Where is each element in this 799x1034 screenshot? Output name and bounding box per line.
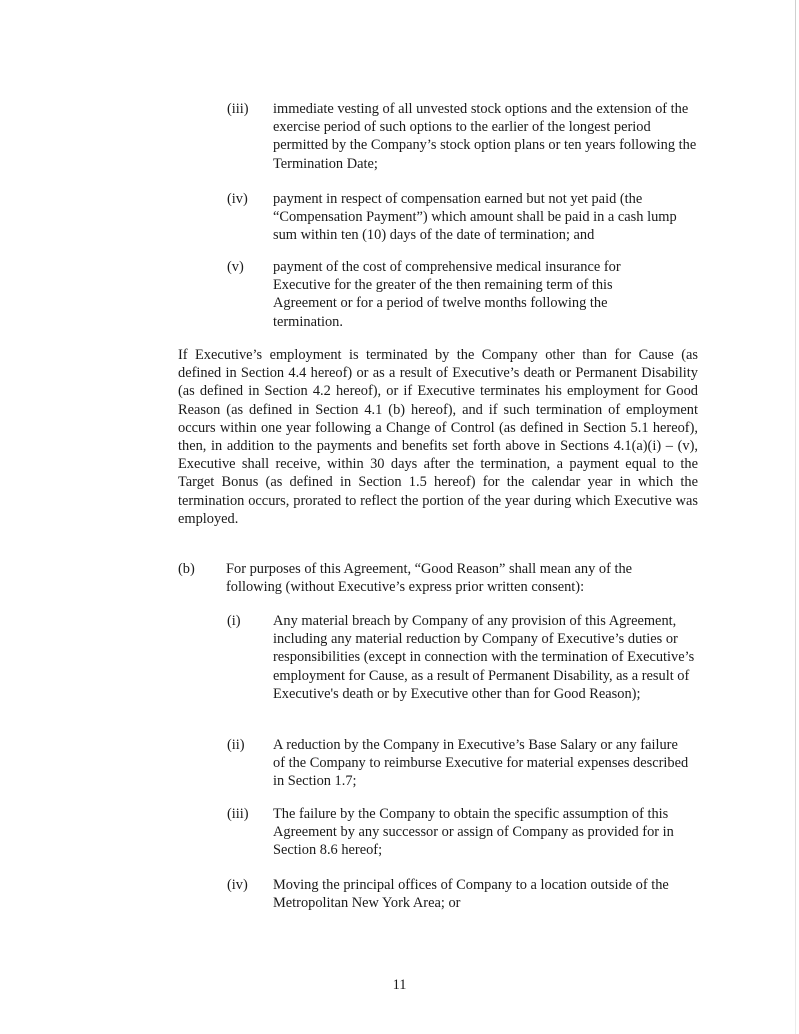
list-item-text: Moving the principal offices of Company to a location outside of the Metropolitan New York Area; or bbox=[273, 877, 669, 912]
list-item-number: (i) bbox=[227, 613, 241, 629]
section-b-text: For purposes of this Agreement, “Good Reason” shall mean any of the following (without Executive’s express prior written consent): bbox=[226, 561, 633, 596]
change-of-control-paragraph: If Executive’s employment is terminated by the Company other than for Cause (as defined in Section 4.4 hereof) or as a result of Executive’s death or Permanent Disability (as defined in Section 4.2 hereof), or if Executive terminates his employment for Good Reason (as defined in Section 4.1 (b) hereof), and if such termination of employment occurs within one year following a Change of Control (as defined in Section 5.1 hereof), then, in addition to the payments and benefits set forth above in Sections 4.1(a)(i) – (v), Executive shall receive, within 30 days after the termination, a payment equal to the Target Bonus (as defined in Section 1.5 hereof) for the calendar year in which the termination occurs, prorated to reflect the portion of the year during which Executive was employed. bbox=[178, 347, 698, 527]
list-item-number: (iii) bbox=[227, 806, 249, 822]
list-item-text: A reduction by the Company in Executive’s Base Salary or any failure of the Company to reimburse Executive for material expenses described in Section 1.7; bbox=[273, 737, 689, 790]
list-item-text: The failure by the Company to obtain the specific assumption of this Agreement by any successor or assign of Company as provided for in Section 8.6 hereof; bbox=[273, 806, 674, 859]
list-item-number: (iv) bbox=[227, 191, 248, 207]
list-item-text: Any material breach by Company of any provision of this Agreement, including any material reduction by Company of Executive’s duties or responsibilities (except in connection with the termination of Executive’s employment for Cause, as a result of Permanent Disability, as a result of Executive's death or by Executive other than for Good Reason); bbox=[273, 613, 695, 702]
list-item-number: (iii) bbox=[227, 101, 249, 117]
list-item-text: payment in respect of compensation earned but not yet paid (the “Compensation Payment”) which amount shall be paid in a cash lump sum within ten (10) days of the date of termination; and bbox=[273, 191, 677, 244]
page-number: 11 bbox=[392, 977, 407, 993]
list-item-number: (v) bbox=[227, 259, 244, 275]
list-item-number: (iv) bbox=[227, 877, 248, 893]
list-item-text: immediate vesting of all unvested stock options and the extension of the exercise period of such options to the earlier of the longest period permitted by the Company’s stock option plans or ten years following the Termination Date; bbox=[273, 101, 697, 172]
scan-edge-line bbox=[795, 0, 796, 1034]
list-item-number: (ii) bbox=[227, 737, 245, 753]
section-b-number: (b) bbox=[178, 561, 195, 577]
list-item-text: payment of the cost of comprehensive medical insurance for Executive for the greater of the then remaining term of this Agreement or for a period of twelve months following the termination. bbox=[273, 259, 621, 330]
